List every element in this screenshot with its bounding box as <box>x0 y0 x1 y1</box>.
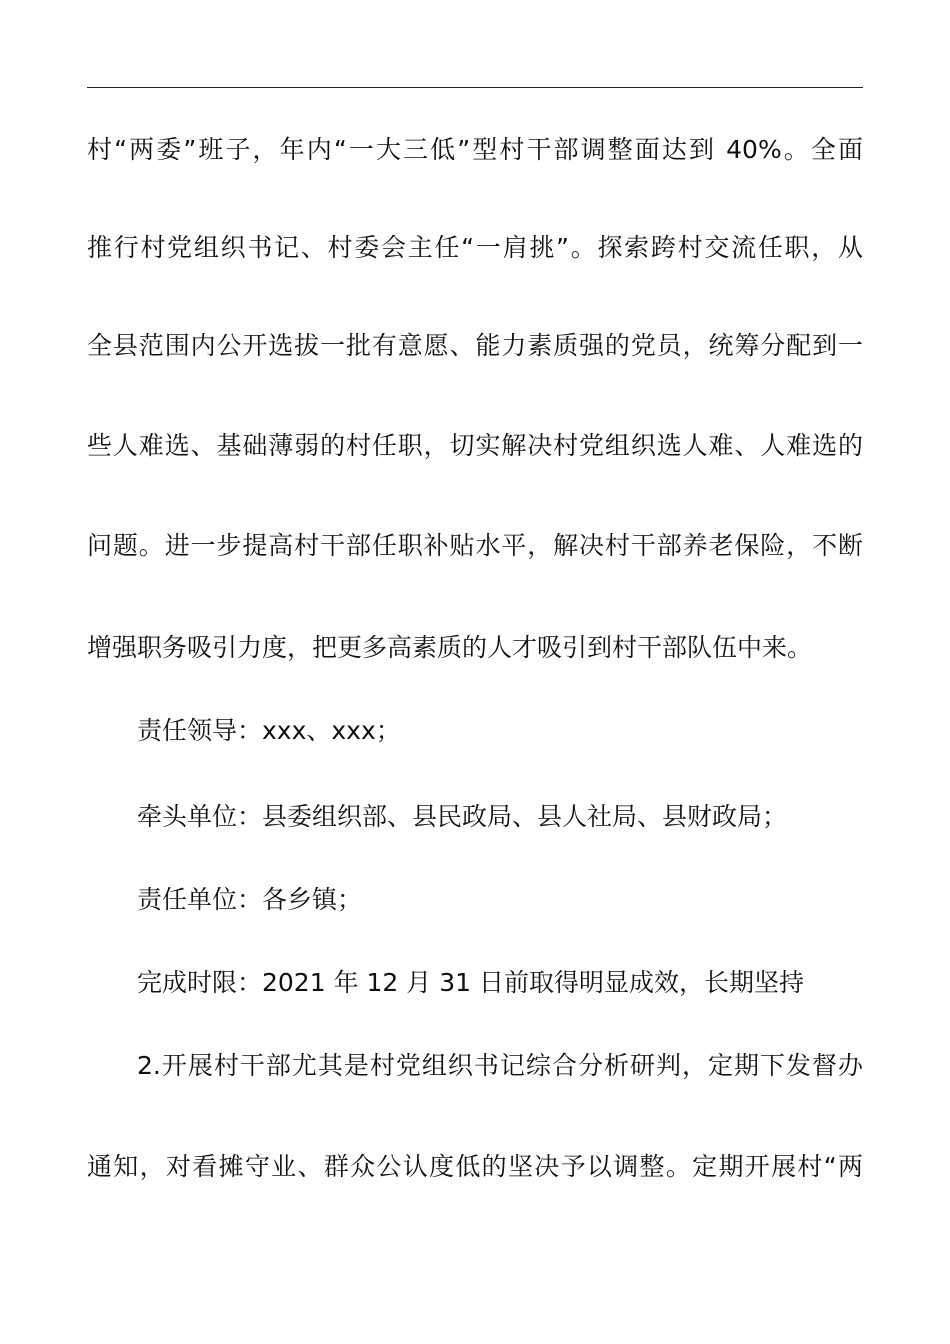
paragraph-line: 全县范围内公开选拔一批有意愿、能力素质强的党员，统筹分配到一 <box>87 331 863 360</box>
deadline: 完成时限：2021 年 12 月 31 日前取得明显成效，长期坚持 <box>137 968 804 997</box>
paragraph-line: 2.开展村干部尤其是村党组织书记综合分析研判，定期下发督办 <box>137 1051 863 1080</box>
paragraph-line: 村“两委”班子，年内“一大三低”型村干部调整面达到 40%。全面 <box>87 135 863 164</box>
paragraph-line: 通知，对看摊守业、群众公认度低的坚决予以调整。定期开展村“两 <box>87 1152 863 1181</box>
paragraph-line: 些人难选、基础薄弱的村任职，切实解决村党组织选人难、人难选的 <box>87 431 863 460</box>
paragraph-line: 推行村党组织书记、村委会主任“一肩挑”。探索跨村交流任职，从 <box>87 233 863 262</box>
paragraph-line: 问题。进一步提高村干部任职补贴水平，解决村干部养老保险，不断 <box>87 531 863 560</box>
header-rule <box>87 87 863 88</box>
responsible-leader: 责任领导：xxx、xxx； <box>137 716 401 745</box>
responsible-unit: 责任单位：各乡镇； <box>137 885 363 914</box>
paragraph-line: 增强职务吸引力度，把更多高素质的人才吸引到村干部队伍中来。 <box>87 633 813 662</box>
lead-unit: 牵头单位：县委组织部、县民政局、县人社局、县财政局； <box>137 802 788 831</box>
